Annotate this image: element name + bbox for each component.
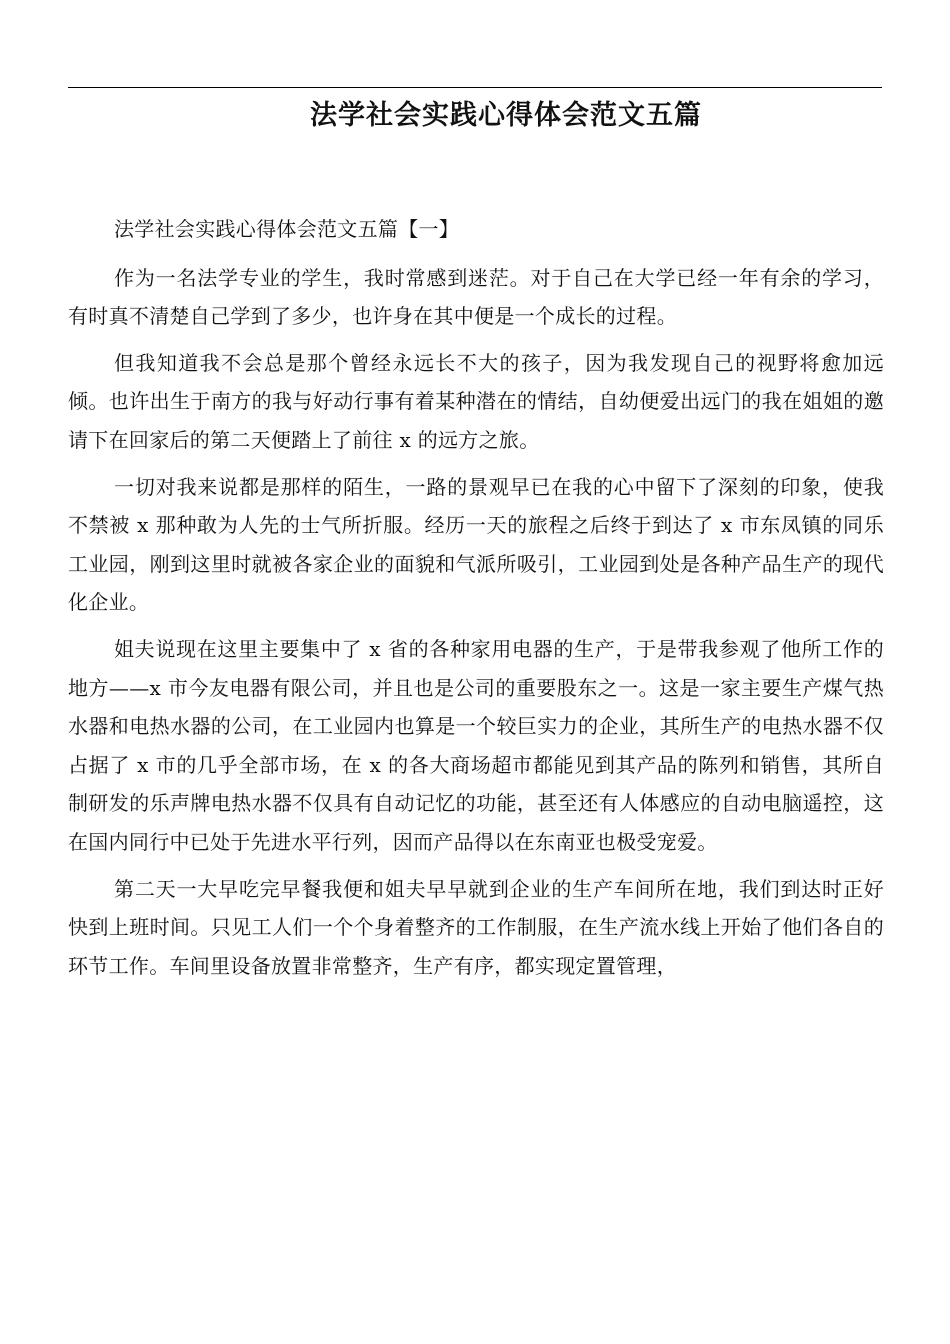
- document-body: [68, 210, 884, 985]
- body-paragraph: 姐夫说现在这里主要集中了 x 省的各种家用电器的生产，于是带我参观了他所工作的地方——x 市今友电器有限公司，并且也是公司的重要股东之一。这是一家主要生产煤气热水器和电热水器的公司，在工业园内也算是一个较巨实力的企业，其所生产的电热水器不仅占据了 x 市的几乎全部市场，在 x 的各大商场超市都能见到其产品的陈列和销售，其所自制研发的乐声牌电热水器不仅具有自动记忆的功能，甚至还有人体感应的自动电脑遥控，这在国内同行中已处于先进水平行列，因而产品得以在东南亚也极受宠爱。: [68, 636, 884, 854]
- section-heading: 法学社会实践心得体会范文五篇【一】: [114, 217, 460, 241]
- body-paragraph: 但我知道我不会总是那个曾经永远长不大的孩子，因为我发现自己的视野将愈加远倾。也许出生于南方的我与好动行事有着某种潜在的情结，自幼便爱出远门的我在姐姐的邀请下在回家后的第二天便踏上了前往 x 的远方之旅。: [68, 350, 884, 452]
- document-title: 法学社会实践心得体会范文五篇: [310, 100, 702, 131]
- body-paragraph: 一切对我来说都是那样的陌生，一路的景观早已在我的心中留下了深刻的印象，使我不禁被 x 那种敢为人先的士气所折服。经历一天的旅程之后终于到达了 x 市东凤镇的同乐工业园，刚到这里时就被各家企业的面貌和气派所吸引，工业园到处是各种产品生产的现代化企业。: [68, 474, 884, 615]
- body-paragraph: 作为一名法学专业的学生，我时常感到迷茫。对于自己在大学已经一年有余的学习，有时真不清楚自己学到了多少，也许身在其中便是一个成长的过程。: [68, 265, 884, 329]
- header-rule: [68, 87, 882, 88]
- body-paragraph: 第二天一大早吃完早餐我便和姐夫早早就到企业的生产车间所在地，我们到达时正好快到上班时间。只见工人们一个个身着整齐的工作制服，在生产流水线上开始了他们各自的环节工作。车间里设备放置非常整齐，生产有序，都实现定置管理，: [68, 876, 884, 978]
